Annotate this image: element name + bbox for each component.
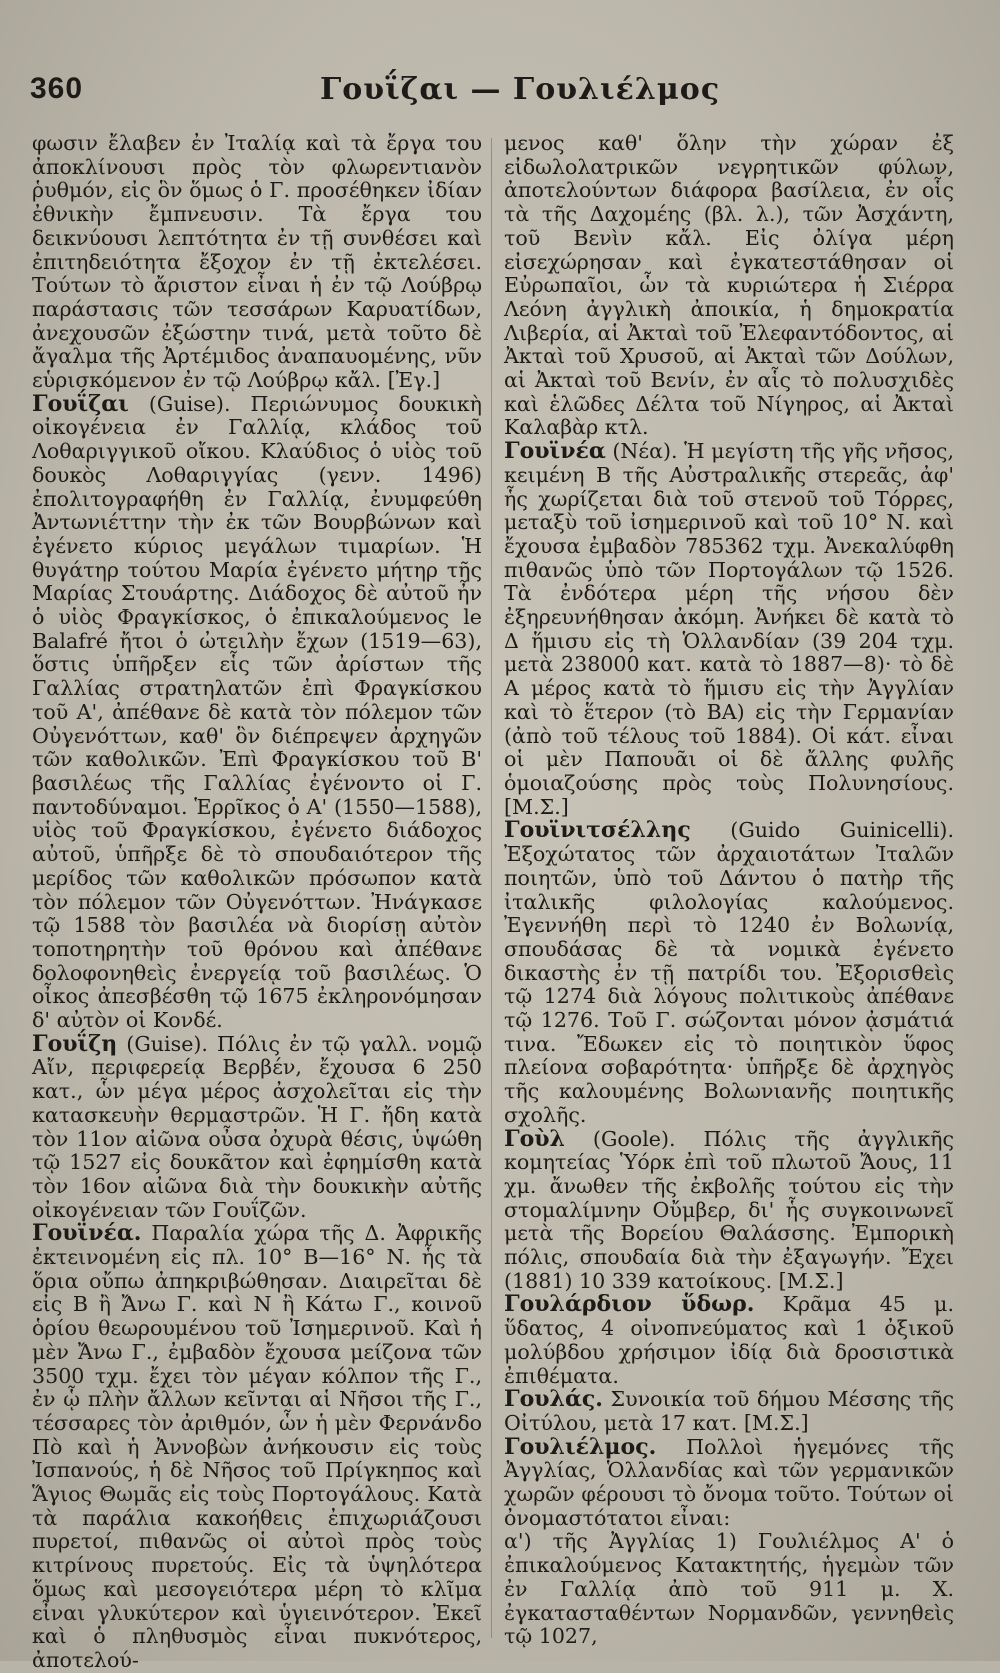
- page-number: 360: [30, 72, 84, 105]
- text-columns: [32, 131, 982, 1672]
- entry-paragraph: [504, 1293, 954, 1388]
- entry-paragraph: [504, 1433, 954, 1531]
- entry-paragraph: [32, 1030, 482, 1223]
- right-column: [504, 132, 954, 1647]
- entry-text: Παραλία χώρα τῆς Δ. Ἀφρικῆς ἐκτεινομένη εἰς πλ. 10° Β—16° Ν. ἧς τὰ ὅρια οὔπω ἀπηκριβώθησαν. Διαιρεῖται δὲ εἰς Β ἢ Ἄνω Γ. καὶ Ν ἢ Κάτω Γ., κοινοῦ ὁρίου θεωρουμένου τοῦ Ἰσημερινοῦ. Καὶ ἡ μὲν Ἄνω Γ., ἐμβαδὸν ἔχουσα μείζονα τῶν 3500 τχμ. ἔχει τὸν μέγαν κόλπον τῆς Γ., ἐν ᾧ πλὴν ἄλλων κεῖνται αἱ Νῆσοι τῆς Γ., τέσσαρες τὸν ἀριθμόν, ὧν ἡ μὲν Φερνάνδο Πὸ καὶ ἡ Ἀννοβὼν ἀνήκουσιν εἰς τοὺς Ἰσπανούς, ἡ δὲ Νῆσος τοῦ Πρίγκηπος καὶ Ἅγιος Θωμᾶς εἰς τοὺς Πορτογάλους. Κατὰ τὰ παράλια κακοήθεις ἐπιχωριάζουσι πυρετοί, πιθανῶς οἱ αὐτοὶ πρὸς τοὺς κιτρίνους πυρετούς. Εἰς τὰ ὑψηλότερα ὅμως καὶ μεσογειότερα μέρη τὸ κλῖμα εἶναι γλυκύτερον καὶ ὑγιεινότερον. Ἐκεῖ καὶ ὁ πληθυσμὸς εἶναι πυκνότερος, ἀποτελού-: [32, 1221, 482, 1672]
- entry-lemma: Γουλιέλμος.: [504, 1433, 657, 1460]
- entry-lemma: Γουλάς.: [504, 1386, 603, 1413]
- entry-lemma: Γουϊνιτσέλλης: [504, 817, 691, 844]
- entry-paragraph: [504, 819, 954, 1127]
- entry-text: (Goole). Πόλις τῆς ἀγγλικῆς κομητείας Ὑόρκ ἐπὶ τοῦ πλωτοῦ Ἄους, 11 χμ. ἄνωθεν τῆς ἐκβολῆς τούτου εἰς τὴν στομαλίμνην Οὔμβερ, δι' ἧς συγκοινωνεῖ μετὰ τῆς Βορείου Θαλάσσης. Ἐμπορικὴ πόλις, σπουδαία διὰ τὴν ἐξαγωγήν. Ἔχει (1881) 10 339 κατοίκους. [Μ.Σ.]: [504, 1126, 954, 1293]
- entry-paragraph: [504, 440, 954, 819]
- entry-text: μενος καθ' ὅλην τὴν χώραν ἐξ εἰδωλολατρικῶν νεγρητικῶν φύλων, ἀποτελούντων διάφορα βασίλεια, ἐν οἷς τὰ τῆς Δαχομέης (βλ. λ.), τῶν Ἀσχάντη, τοῦ Βενὶν κἄλ. Εἰς ὀλίγα μέρη εἰσεχώρησαν καὶ ἐγκατεστάθησαν οἱ Εὐρωπαῖοι, ὧν τὰ κυριώτερα ἡ Σιέρρα Λεόνη ἀγγλικὴ ἀποικία, ἡ δημοκρατία Λιβερία, αἱ Ἀκταὶ τοῦ Ἐλεφαντόδοντος, αἱ Ἀκταὶ τοῦ Χρυσοῦ, αἱ Ἀκταὶ τῶν Δούλων, αἱ Ἀκταὶ τοῦ Βενίν, ἐν αἷς τὸ πολυσχιδὲς καὶ ἑλῶδες Δέλτα τοῦ Νίγηρος, αἱ Ἀκταὶ Καλαβὰρ κτλ.: [504, 131, 954, 440]
- entry-lemma: Γουλάρδιον ὕδωρ.: [504, 1291, 755, 1318]
- entry-paragraph: [504, 1388, 954, 1435]
- column-divider: [491, 138, 492, 1638]
- entry-paragraph: [32, 390, 482, 1033]
- entry-text: Πολλοὶ ἡγεμόνες τῆς Ἀγγλίας, Ὁλλανδίας καὶ τῶν γερμανικῶν χωρῶν φέρουσι τὸ ὄνομα τοῦτο. Τούτων οἱ ὀνομαστότατοι εἶναι:: [504, 1434, 954, 1530]
- entry-text: φωσιν ἔλαβεν ἐν Ἰταλίᾳ καὶ τὰ ἔργα του ἀποκλίνουσι πρὸς τὸν φλωρεντιανὸν ῥυθμόν, εἰς ὃν ὅμως ὁ Γ. προσέθηκεν ἰδίαν ἐθνικὴν ἔμπνευσιν. Τὰ ἔργα του δεικνύουσι λεπτότητα ἐν τῇ συνθέσει καὶ ἐπιτηδειότητα ἔξοχον ἐν τῇ ἐκτελέσει. Τούτων τὸ ἄριστον εἶναι ἡ ἐν τῷ Λούβρῳ παράστασις τῶν τεσσάρων Καρυατίδων, ἀνεχουσῶν ἐξώστην τινά, μετὰ τοῦτο δὲ ἄγαλμα τῆς Ἀρτέμιδος ἀναπαυομένης, νῦν εὑρισκόμενον ἐν τῷ Λούβρῳ κἄλ. [Ἐγ.]: [32, 131, 482, 393]
- entry-text: α') τῆς Ἀγγλίας 1) Γουλιέλμος Α' ὁ ἐπικαλούμενος Κατακτητής, ἡγεμὼν τῶν ἐν Γαλλίᾳ ἀπὸ τοῦ 911 μ. Χ. ἐγκατασταθέντων Νορμανδῶν, γεννηθεὶς τῷ 1027,: [504, 1529, 954, 1649]
- running-title: Γουΐζαι — Γουλιέλμος: [320, 72, 721, 107]
- entry-lemma: Γουϊνέα: [504, 438, 606, 465]
- entry-lemma: Γουΐζαι: [32, 390, 129, 417]
- entry-text: Κρᾶμα 45 μ. ὕδατος, 4 οἰνοπνεύματος καὶ 1 ὀξικοῦ μολύβδου χρήσιμον ἰδίᾳ διὰ δροσιστικὰ ἐπιθέματα.: [504, 1292, 954, 1388]
- entry-text: (Guido Guinicelli). Ἐξοχώτατος τῶν ἀρχαιοτάτων Ἰταλῶν ποιητῶν, ὑπὸ τοῦ Δάντου ὁ πατὴρ τῆς ἰταλικῆς φιλολογίας καλούμενος. Ἐγεννήθη περὶ τὸ 1240 ἐν Βολωνίᾳ, σπουδάσας δὲ τὰ νομικὰ ἐγένετο δικαστὴς ἐν τῇ πατρίδι του. Ἐξορισθεὶς τῷ 1274 διὰ λόγους πολιτικοὺς ἀπέθανε τῷ 1276. Τοῦ Γ. σώζονται μόνον ᾀσμάτιά τινα. Ἔδωκεν εἰς τὸ ποιητικὸν ὕφος πλείονα σοβαρότητα· ὑπῆρξε δὲ ἀρχηγὸς τῆς καλουμένης Βολωνιανῆς ποιητικῆς σχολῆς.: [504, 818, 954, 1127]
- entry-text: Συνοικία τοῦ δήμου Μέσσης τῆς Οἰτύλου, μετὰ 17 κατ. [Μ.Σ.]: [504, 1387, 954, 1435]
- left-column: [32, 131, 482, 1672]
- entry-paragraph: [504, 132, 954, 440]
- entry-paragraph: [504, 1125, 954, 1294]
- entry-text: (Guise). Περιώνυμος δουκικὴ οἰκογένεια ἐν Γαλλίᾳ, κλάδος τοῦ Λοθαριγγικοῦ οἴκου. Κλαύδιος ὁ υἱὸς τοῦ δουκὸς Λοθαριγγίας (γενν. 1496) ἐπολιτογραφήθη ἐν Γαλλίᾳ, ἐνυμφεύθη Ἀντωνιέττην τὴν ἐκ τῶν Βουρβώνων καὶ ἐγένετο κύριος μεγάλων τιμαρίων. Ἡ θυγάτηρ τούτου Μαρία ἐγένετο μήτηρ τῆς Μαρίας Στουάρτης. Διάδοχος δὲ αὐτοῦ ἦν ὁ υἱὸς Φραγκίσκος, ὁ ἐπικαλούμενος le Balafré ἤτοι ὁ ὠτειλὴν ἔχων (1519—63), ὅστις ὑπῆρξεν εἷς τῶν ἀρίστων τῆς Γαλλίας στρατηλατῶν ἐπὶ Φραγκίσκου τοῦ Α', ἀπέθανε δὲ κατὰ τὸν πόλεμον τῶν Οὐγενόττων, καθ' ὃν διέπρεψεν ἀρχηγῶν τῶν καθολικῶν. Ἐπὶ Φραγκίσκου τοῦ Β' βασιλέως τῆς Γαλλίας ἐγένοντο οἱ Γ. παντοδύναμοι. Ἑρρῖκος ὁ Α' (1550—1588), υἱὸς τοῦ Φραγκίσκου, ἐγένετο διάδοχος αὐτοῦ, ὑπῆρξε δὲ τὸ σπουδαιότερον τῆς μερίδος τῶν καθολικῶν πρόσωπον κατὰ τὸν πόλεμον τῶν Οὐγενόττων. Ἠνάγκασε τῷ 1588 τὸν βασιλέα νὰ διορίσῃ αὐτὸν τοποτηρητὴν τοῦ θρόνου καὶ ἀπέθανε δολοφονηθεὶς ἐνεργείᾳ τοῦ βασιλέως. Ὁ οἶκος ἀπεσβέσθη τῷ 1675 ἐκληρονόμησαν δ' αὐτὸν οἱ Κονδέ.: [32, 391, 482, 1033]
- entry-paragraph: [32, 1222, 482, 1672]
- entry-text: (Νέα). Ἡ μεγίστη τῆς γῆς νῆσος, κειμένη Β τῆς Αὐστραλικῆς στερεᾶς, ἀφ' ἧς χωρίζεται διὰ τοῦ στενοῦ τοῦ Τόρρες, μεταξὺ τοῦ ἰσημερινοῦ καὶ τοῦ 10° Ν. καὶ ἔχουσα ἐμβαδὸν 785362 τχμ. Ἀνεκαλύφθη πιθανῶς ὑπὸ τῶν Πορτογάλων τῷ 1526. Τὰ ἐνδότερα μέρη τῆς νήσου δὲν ἐξηρευνήθησαν ἀκόμη. Ἀνήκει δὲ κατὰ τὸ Δ ἥμισυ εἰς τὴ Ὁλλανδίαν (39 204 τχμ. μετὰ 238000 κατ. κατὰ τὸ 1887—8)· τὸ δὲ Α μέρος κατὰ τὸ ἥμισυ εἰς τὴν Ἀγγλίαν καὶ τὸ ἕτερον (τὸ ΒΑ) εἰς τὴν Γερμανίαν (ἀπὸ τοῦ τέλους τοῦ 1884). Οἱ κάτ. εἶναι οἱ μὲν Παπουᾶι οἱ δὲ ἄλλης φυλῆς ὁμοιαζούσης πρὸς τοὺς Πολυνησίους.[Μ.Σ.]: [504, 439, 954, 819]
- page-header: [30, 72, 980, 122]
- entry-lemma: Γουΐζη: [32, 1030, 118, 1057]
- entry-lemma: Γουϊνέα.: [32, 1220, 142, 1247]
- entry-text: (Guise). Πόλις ἐν τῷ γαλλ. νομῷ Αἴν, περιφερείᾳ Βερβέν, ἔχουσα 6 250 κατ., ὧν μέγα μέρος ἀσχολεῖται εἰς τὴν κατασκευὴν θερμαστρῶν. Ἡ Γ. ἤδη κατὰ τὸν 11ον αἰῶνα οὖσα ὀχυρὰ θέσις, ὑψώθη τῷ 1527 εἰς δουκᾶτον καὶ ἐφημίσθη κατὰ τὸν 16ον αἰῶνα διὰ τὴν δουκικὴν αὐτῆς οἰκογένειαν τῶν Γουΐζῶν.: [32, 1031, 482, 1222]
- entry-paragraph: [504, 1530, 954, 1649]
- entry-lemma: Γοὺλ: [504, 1125, 565, 1152]
- entry-paragraph: [32, 132, 482, 393]
